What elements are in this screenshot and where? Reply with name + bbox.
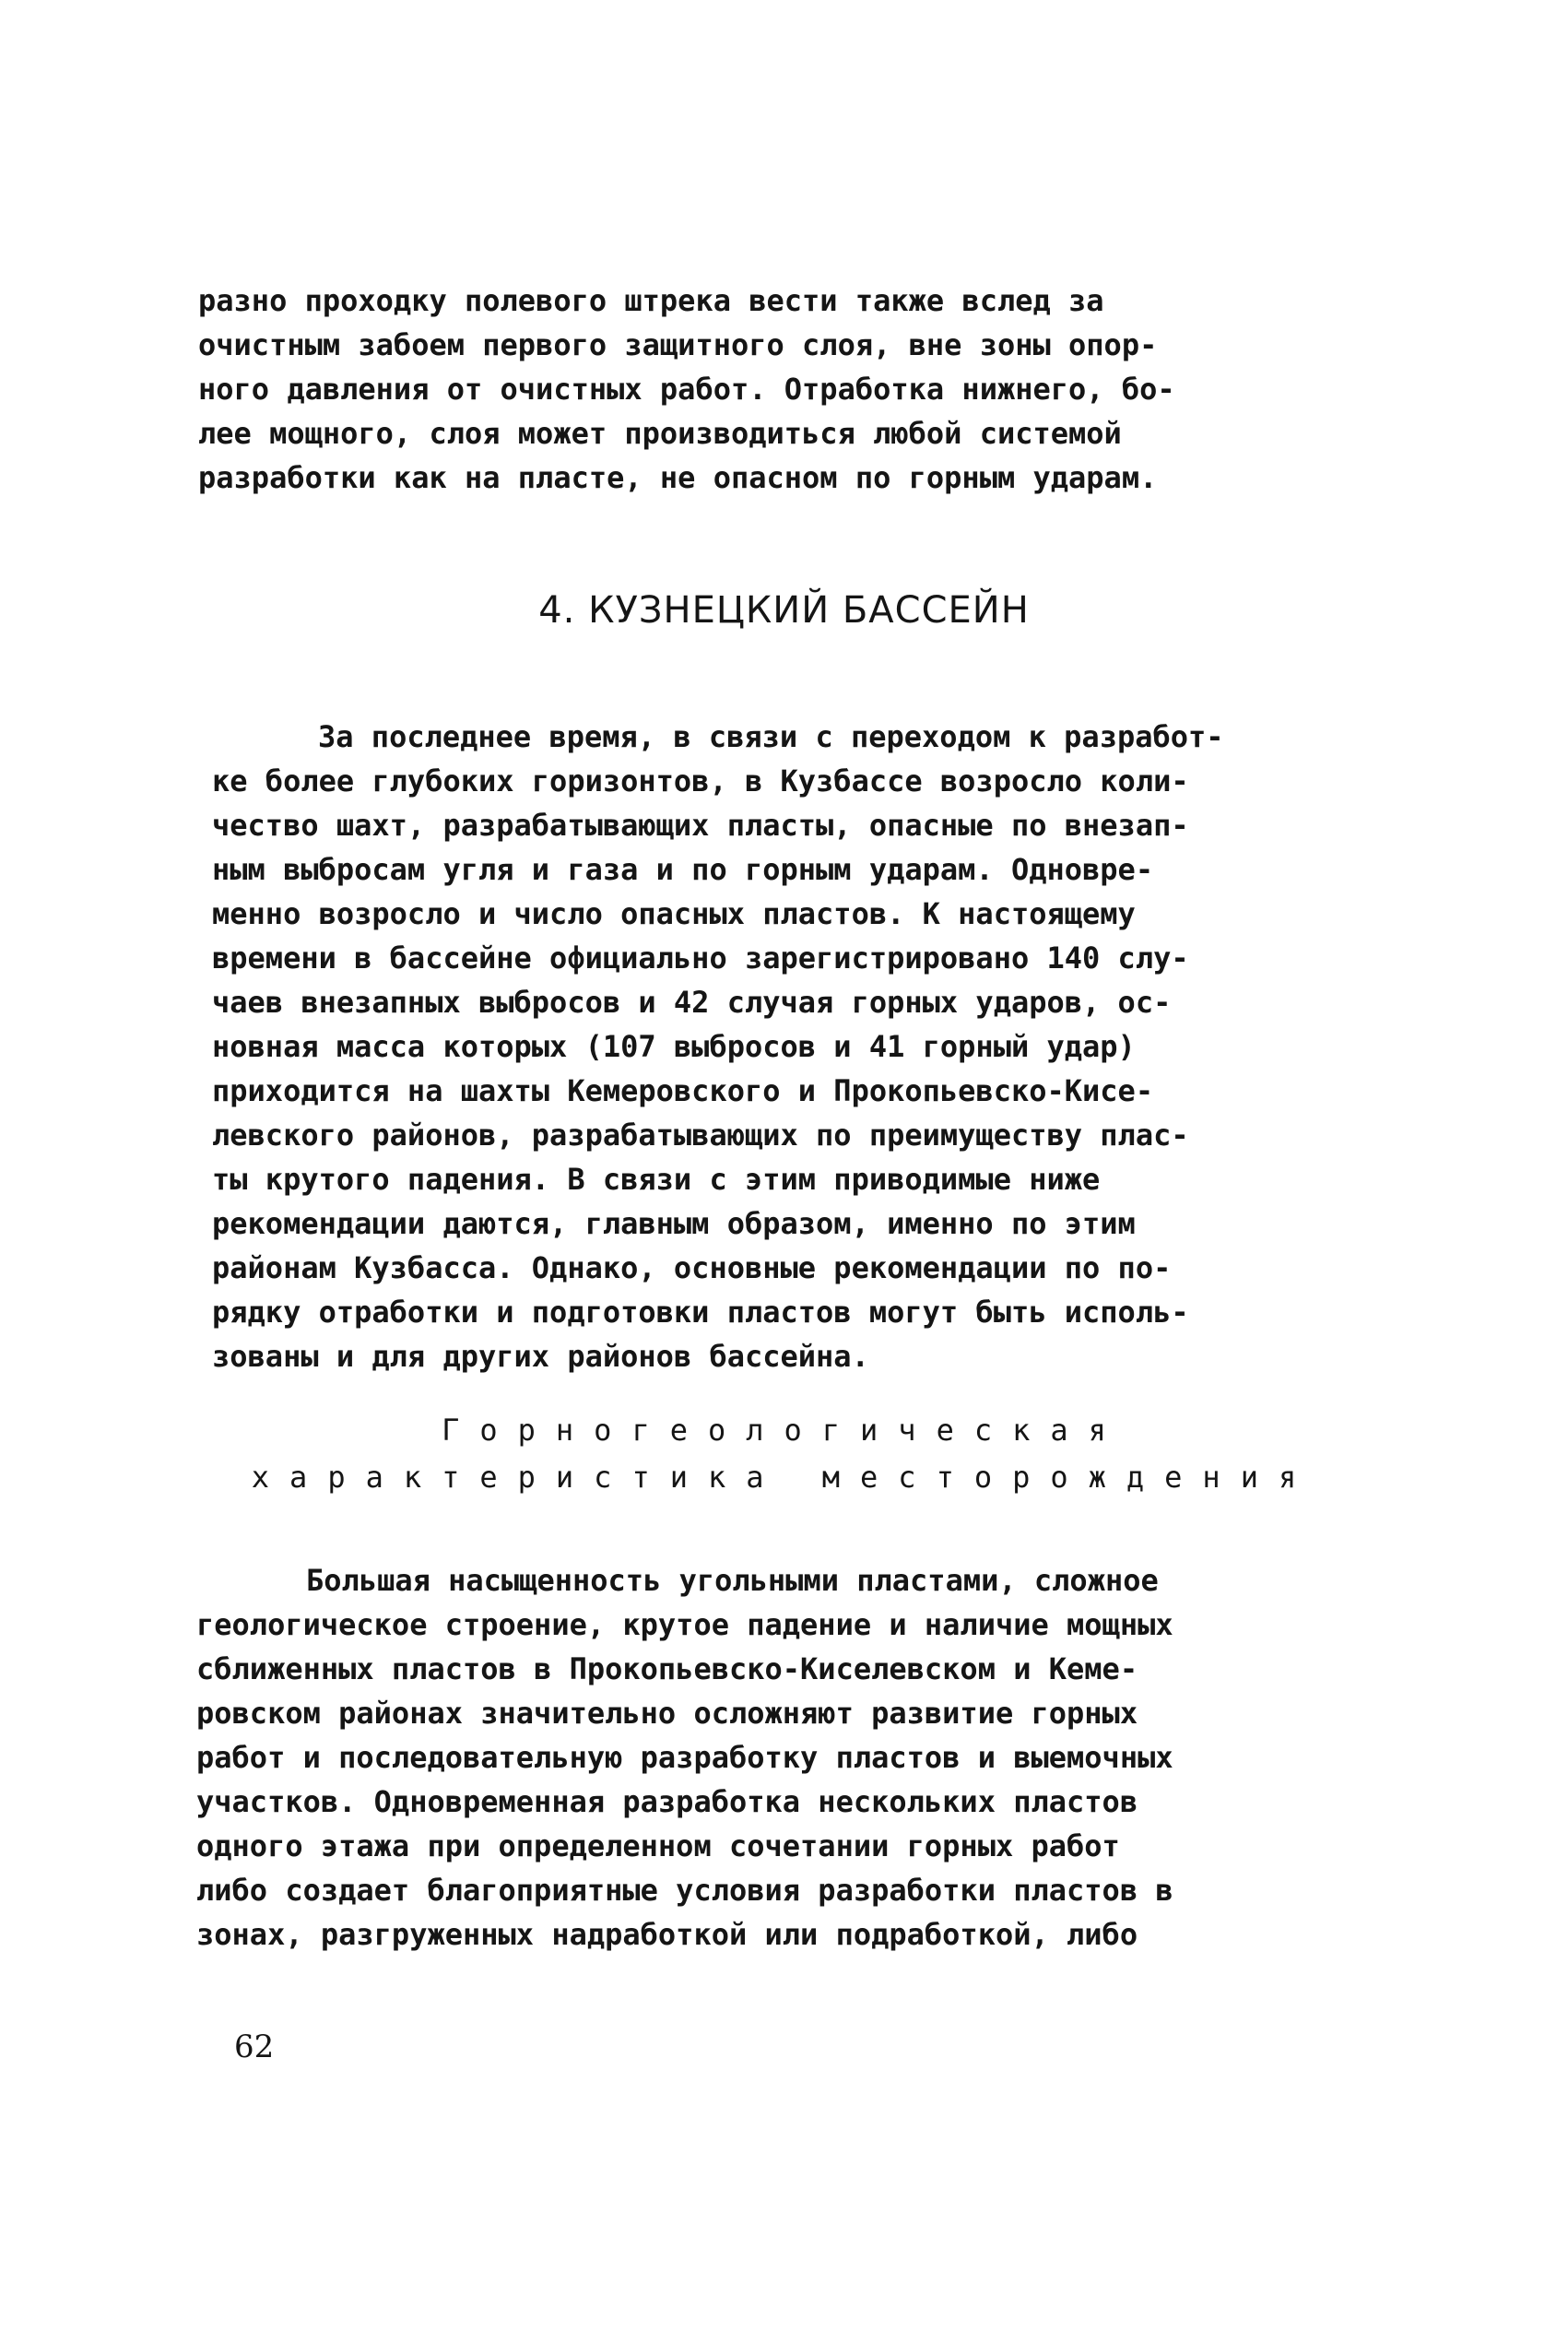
subsection-title-line-2: характеристика месторождения [251, 1460, 1317, 1495]
text-line: За последнее время, в связи с переходом к разработ- [318, 719, 1224, 754]
text-line: разработки как на пласте, не опасном по горным ударам. [198, 460, 1158, 495]
text-line: чаев внезапных выбросов и 42 случая горных ударов, ос- [212, 985, 1172, 1020]
text-line: ным выбросам угля и газа и по горным ударам. Одновре- [212, 852, 1154, 887]
text-line: очистным забоем первого защитного слоя, вне зоны опор- [198, 327, 1158, 362]
text-line: участков. Одновременная разработка нескольких пластов [196, 1784, 1138, 1819]
text-line: приходится на шахты Кемеровского и Прокопьевско-Кисе- [212, 1073, 1154, 1108]
text-line: времени в бассейне официально зарегистрировано 140 слу- [212, 940, 1189, 976]
text-line: лее мощного, слоя может производиться любой системой [198, 416, 1122, 451]
text-line: рядку отработки и подготовки пластов могут быть исполь- [212, 1295, 1189, 1330]
text-line: зованы и для других районов бассейна. [212, 1339, 869, 1374]
text-line: рекомендации даются, главным образом, именно по этим [212, 1206, 1136, 1241]
section-title: 4. КУЗНЕЦКИЙ БАССЕЙН [538, 589, 1030, 632]
text-line: ке более глубоких горизонтов, в Кузбассе возросло коли- [212, 763, 1189, 798]
subsection-title-line-1: Горногеологическая [442, 1413, 1126, 1448]
text-line: геологическое строение, крутое падение и наличие мощных [196, 1607, 1173, 1642]
text-line: ного давления от очистных работ. Отработка нижнего, бо- [198, 372, 1175, 407]
text-line: разно проходку полевого штрека вести также вслед за [198, 283, 1104, 318]
text-line: одного этажа при определенном сочетании горных работ [196, 1828, 1120, 1863]
text-line: менно возросло и число опасных пластов. К настоящему [212, 896, 1136, 931]
text-line: либо создает благоприятные условия разработки пластов в [196, 1873, 1173, 1908]
text-line: ровском районах значительно осложняют развитие горных [196, 1696, 1138, 1731]
text-line: зонах, разгруженных надработкой или подработкой, либо [196, 1917, 1138, 1952]
text-line: Большая насыщенность угольными пластами, сложное [306, 1563, 1159, 1598]
text-line: левского районов, разрабатывающих по преимуществу плас- [212, 1118, 1189, 1153]
text-line: чество шахт, разрабатывающих пласты, опасные по внезап- [212, 808, 1189, 843]
text-line: работ и последовательную разработку пластов и выемочных [196, 1740, 1173, 1775]
text-line: новная масса которых (107 выбросов и 41 горный удар) [212, 1029, 1136, 1064]
text-line: районам Кузбасса. Однако, основные рекомендации по по- [212, 1250, 1172, 1285]
page-number: 62 [234, 2028, 275, 2065]
text-line: ты крутого падения. В связи с этим приводимые ниже [212, 1162, 1101, 1197]
text-line: сближенных пластов в Прокопьевско-Киселевском и Кеме- [196, 1651, 1138, 1686]
